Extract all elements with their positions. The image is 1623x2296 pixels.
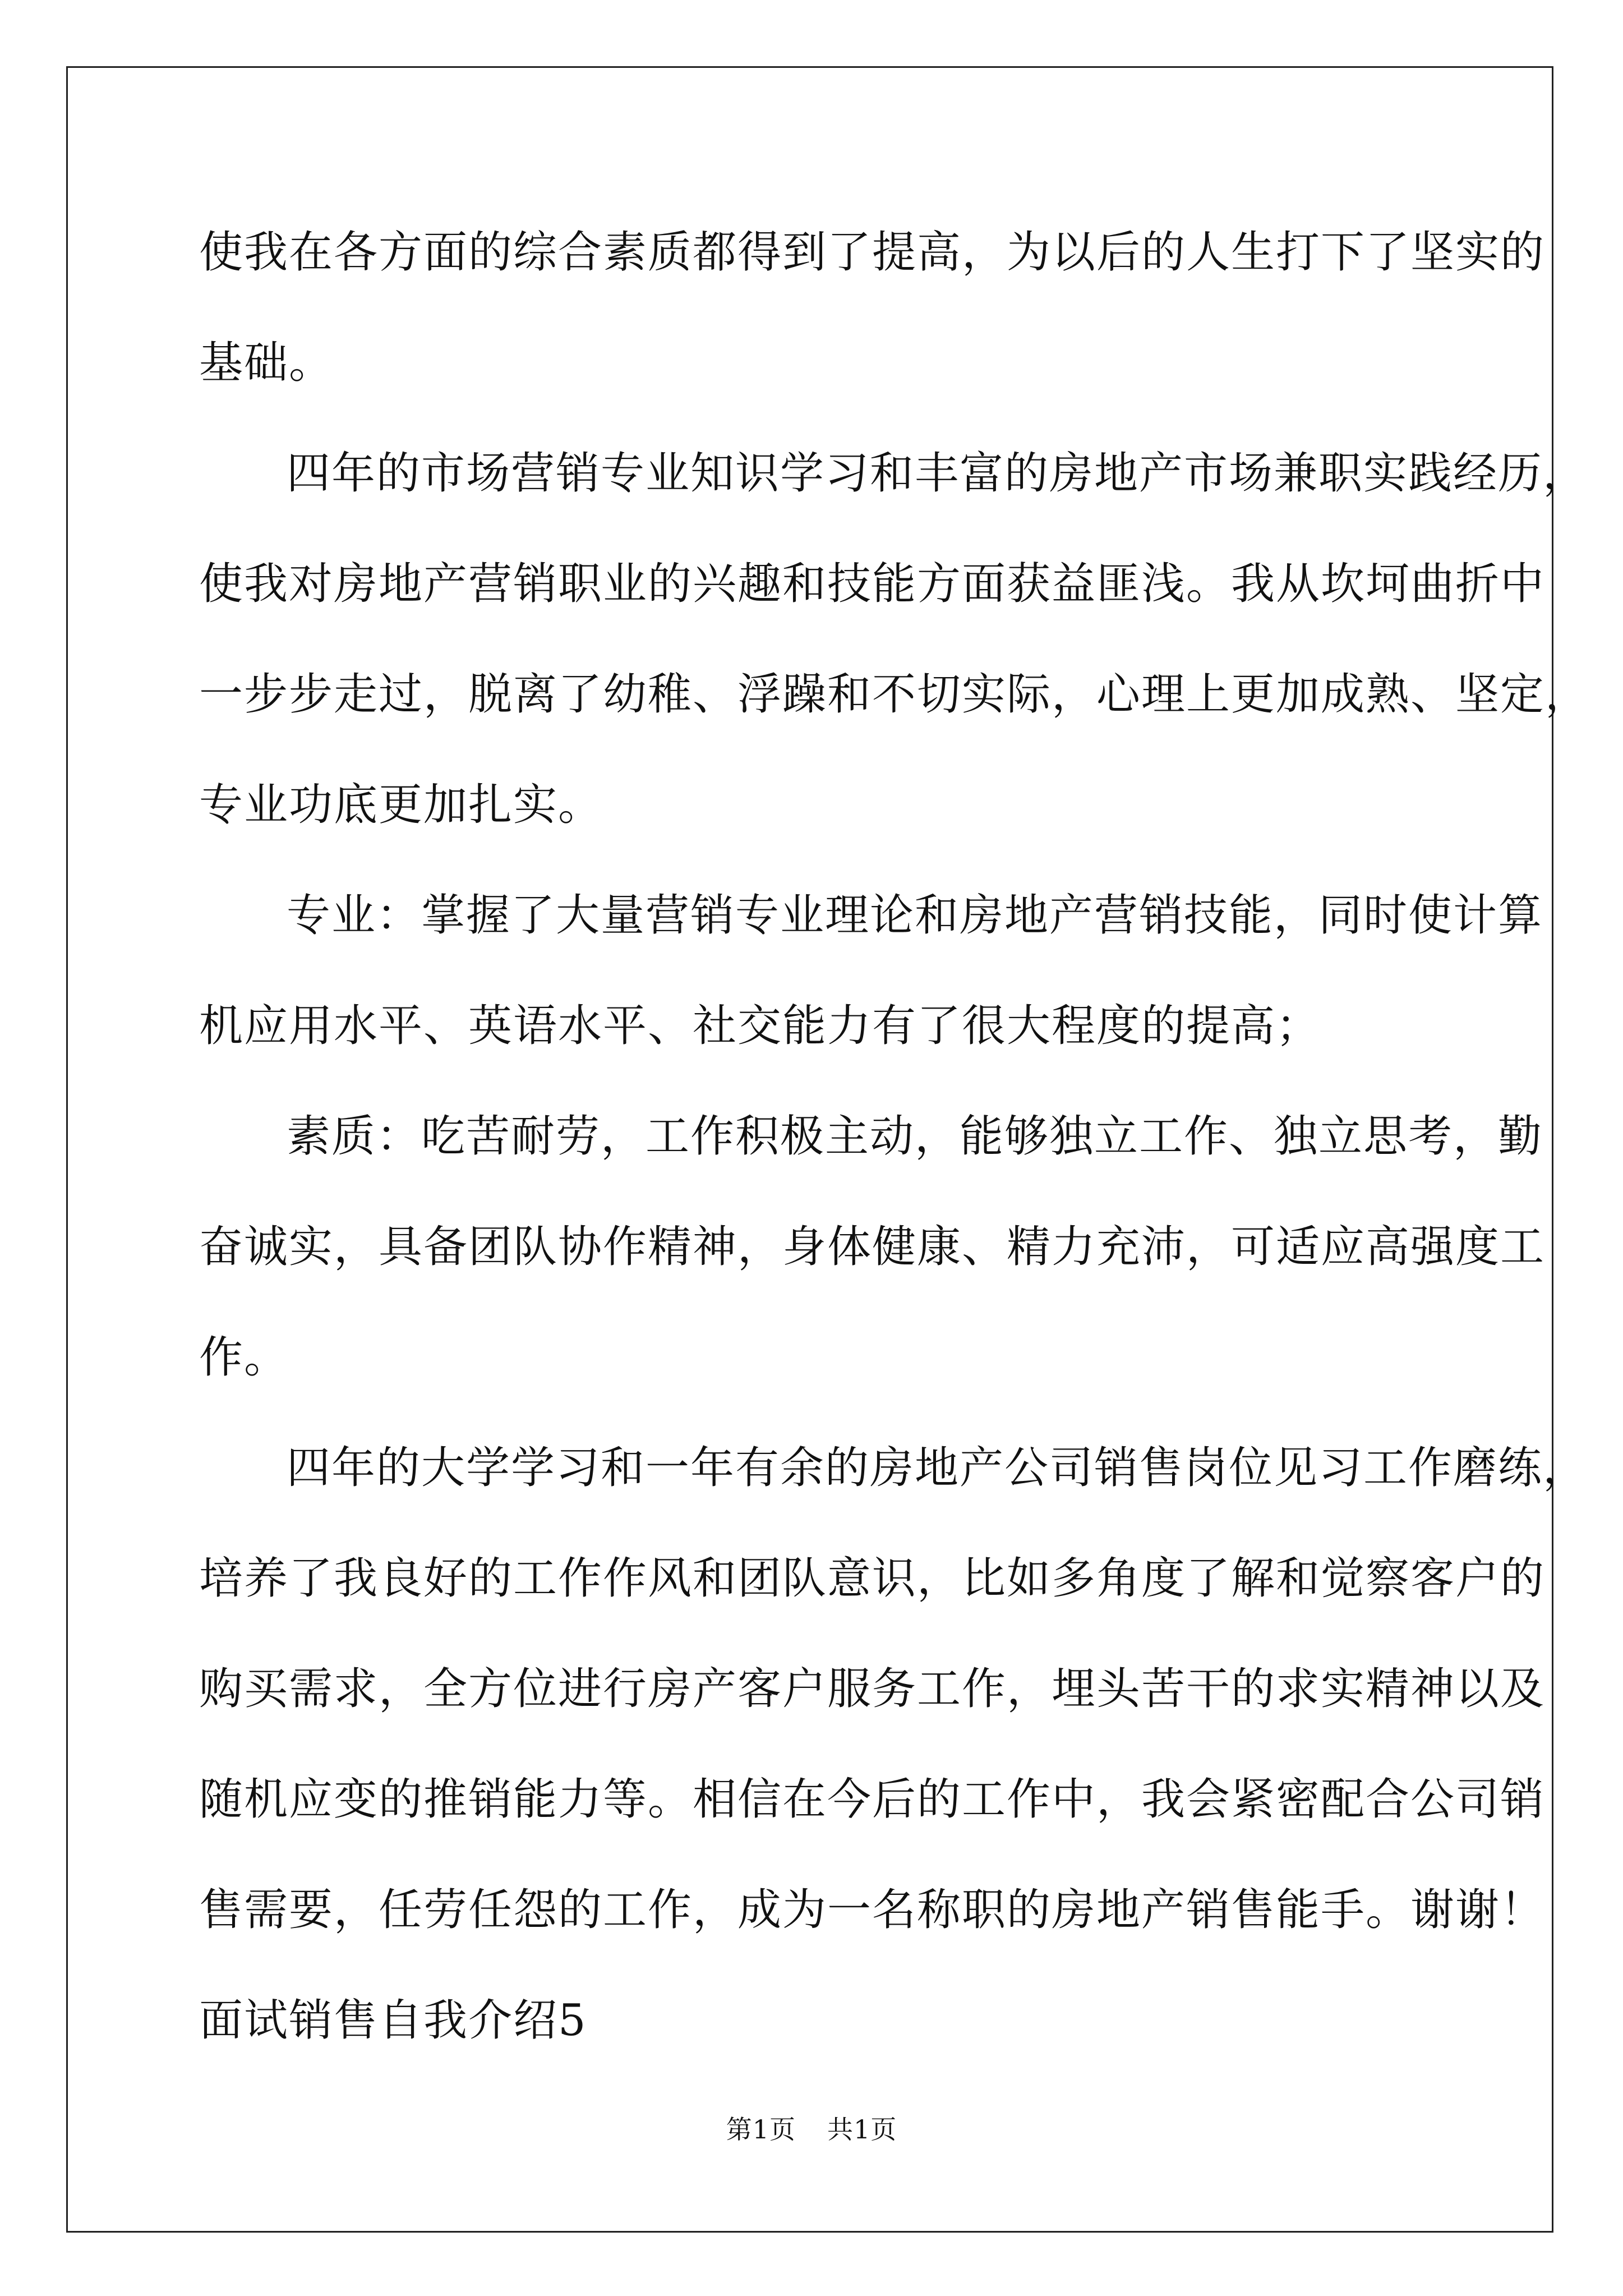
text-line: 基础。 <box>199 338 334 388</box>
text-line: 四年的大学学习和一年有余的房地产公司销售岗位见习工作磨练， <box>287 1443 1588 1493</box>
text-line: 随机应变的推销能力等。相信在今后的工作中，我会紧密配合公司销 <box>199 1774 1546 1825</box>
text-line: 专业：掌握了大量营销专业理论和房地产营销技能，同时使计算 <box>287 890 1543 941</box>
text-line: 机应用水平、英语水平、社交能力有了很大程度的提高； <box>199 1001 1321 1051</box>
text-line: 专业功底更加扎实。 <box>199 780 603 830</box>
document-body <box>199 208 1590 2086</box>
text-line: 一步步走过，脱离了幼稚、浮躁和不切实际，心理上更加成熟、坚定， <box>199 669 1590 720</box>
text-line: 使我在各方面的综合素质都得到了提高，为以后的人生打下了坚实的 <box>199 227 1546 278</box>
text-line: 使我对房地产营销职业的兴趣和技能方面获益匪浅。我从坎坷曲折中 <box>199 559 1546 609</box>
text-line: 奋诚实，具备团队协作精神，身体健康、精力充沛，可适应高强度工 <box>199 1222 1546 1272</box>
text-line: 作。 <box>199 1332 289 1383</box>
section-heading: 面试销售自我介绍5 <box>199 1995 587 2046</box>
text-line: 售需要，任劳任怨的工作，成为一名称职的房地产销售能手。谢谢！ <box>199 1885 1546 1935</box>
text-line: 培养了我良好的工作作风和团队意识，比如多角度了解和觉察客户的 <box>199 1553 1546 1604</box>
page-footer <box>0 2109 1623 2146</box>
page-total: 共1页 <box>827 2114 897 2145</box>
text-line: 购买需求，全方位进行房产客户服务工作，埋头苦干的求实精神以及 <box>199 1664 1546 1714</box>
text-line: 四年的市场营销专业知识学习和丰富的房地产市场兼职实践经历， <box>287 448 1588 499</box>
text-line: 素质：吃苦耐劳，工作积极主动，能够独立工作、独立思考，勤 <box>287 1111 1543 1162</box>
page-number: 第1页 <box>726 2114 796 2145</box>
